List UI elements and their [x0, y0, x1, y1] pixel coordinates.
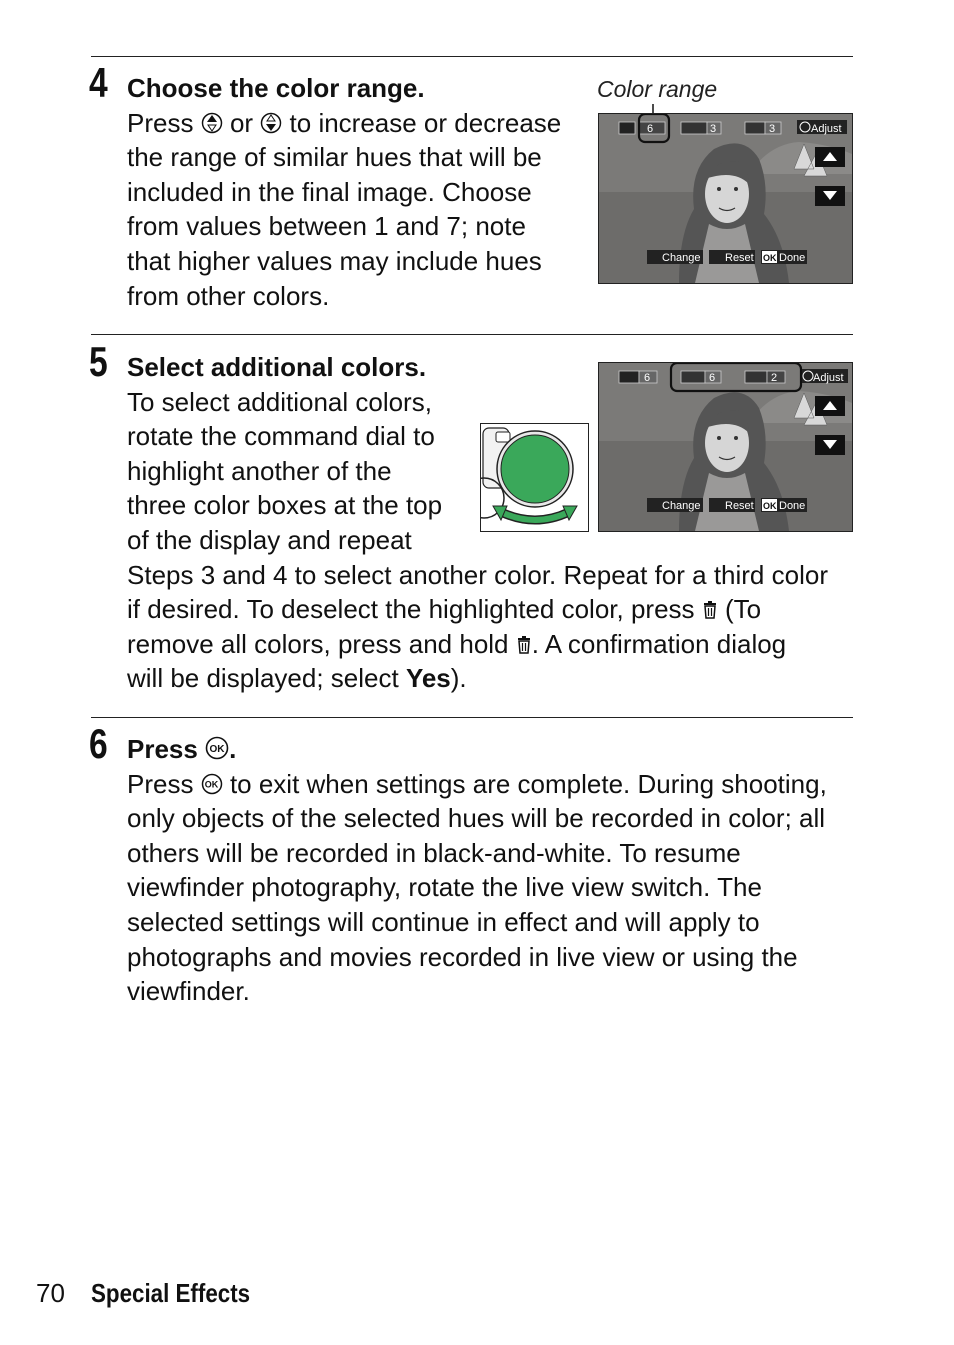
step-6-line: to exit when settings are complete. During shooting,: [229, 768, 827, 799]
color-box-2-value: 3: [710, 123, 717, 135]
ok-button-icon: [201, 773, 223, 795]
step-4-line: Press: [127, 107, 194, 138]
svg-text:Reset: Reset: [725, 500, 754, 512]
color-box-1: [619, 114, 669, 142]
step-6-title-end: .: [229, 734, 237, 764]
svg-text:Reset: Reset: [725, 252, 754, 264]
ok-button-icon: [205, 736, 229, 760]
svg-text:OK: OK: [209, 744, 225, 755]
adjust-label: Adjust: [811, 123, 842, 135]
step-number-6: 6: [89, 720, 108, 767]
step-5-line: (To: [725, 594, 762, 625]
color-box-2-value: 6: [709, 372, 716, 384]
step-5-line: To select additional colors,: [127, 386, 432, 417]
step-4-line: to increase or decrease: [289, 107, 562, 138]
up-arrow-icon: [815, 147, 845, 167]
step-6-line: selected settings will continue in effect and will apply to: [127, 906, 760, 937]
step-6-line: photographs and movies recorded in live view or using the: [127, 941, 798, 972]
color-box-3-value: 3: [769, 123, 776, 135]
step6-top-rule: [91, 717, 853, 718]
step-5-line: . A confirmation dialog: [531, 628, 787, 659]
step-number-5: 5: [89, 338, 108, 385]
step-6-line: viewfinder.: [127, 976, 250, 1007]
color-box-1: [619, 371, 657, 384]
reset-hint: [709, 498, 755, 512]
step-6-line: others will be recorded in black-and-white. To resume: [127, 837, 741, 868]
svg-text:OK: OK: [204, 779, 219, 790]
step-6-text: [127, 732, 827, 1009]
step-6-line: only objects of the selected hues will be recorded in color; all: [127, 803, 826, 834]
section-title: Special Effects: [91, 1278, 251, 1308]
down-arrow-icon: [815, 186, 845, 206]
step-5-line: rotate the command dial to: [127, 421, 435, 452]
delete-icon: [702, 600, 718, 620]
color-box-3: [745, 371, 785, 384]
step-4-line: or: [229, 107, 254, 138]
color-box-1-value: 6: [647, 123, 654, 135]
svg-text:Done: Done: [779, 252, 806, 264]
svg-text:Change: Change: [662, 500, 701, 512]
svg-text:Change: Change: [662, 252, 701, 264]
adjust-label: Adjust: [813, 372, 844, 384]
adjust-indicator: [802, 369, 848, 384]
color-box-2: [681, 371, 721, 384]
camera-screen-additional-colors: [598, 362, 853, 532]
color-box-2: [681, 122, 721, 135]
svg-text:Done: Done: [779, 500, 806, 512]
svg-text:OK: OK: [763, 501, 777, 511]
yes-option-text: Yes: [405, 663, 451, 694]
multi-selector-up-icon: [201, 112, 223, 134]
done-hint: [761, 250, 807, 264]
up-arrow-icon: [815, 396, 845, 416]
down-arrow-icon: [815, 435, 845, 455]
step-5-title: Select additional colors.: [127, 352, 427, 382]
step-4-title: Choose the color range.: [127, 73, 425, 103]
step5-top-rule: [91, 334, 853, 335]
step-6-title: Press: [127, 734, 198, 764]
step-6-line: Press: [127, 768, 194, 799]
done-hint: [761, 498, 807, 512]
step-number-4: 4: [89, 59, 108, 106]
step-4-line: that higher values may include hues: [127, 245, 542, 276]
color-range-caption: Color range: [597, 76, 718, 102]
step-5-line: highlight another of the: [127, 455, 392, 486]
step-5-line: of the display and repeat: [127, 524, 412, 555]
step-5-line: if desired. To deselect the highlighted color, press: [127, 594, 695, 625]
step-4-text: [127, 71, 561, 313]
step-5-line: remove all colors, press and hold: [127, 628, 509, 659]
page-number: 70: [36, 1278, 65, 1308]
color-box-1-value: 6: [644, 372, 651, 384]
adjust-indicator: [797, 120, 847, 135]
step-5-line: will be displayed; select: [127, 663, 399, 694]
step-5-line: ).: [450, 663, 467, 694]
command-dial-illustration: [480, 423, 589, 532]
step-4-line: the range of similar hues that will be: [127, 142, 542, 173]
svg-text:OK: OK: [763, 253, 777, 263]
change-hint: [647, 498, 703, 512]
change-hint: [647, 250, 703, 264]
step-4-line: from values between 1 and 7; note: [127, 211, 526, 242]
color-box-3: [745, 122, 781, 135]
color-box-3-value: 2: [771, 372, 778, 384]
step-4-line: from other colors.: [127, 280, 330, 311]
step-5-line: three color boxes at the top: [127, 490, 443, 521]
step4-top-rule: [91, 56, 853, 57]
delete-icon: [516, 635, 532, 655]
reset-hint: [709, 250, 755, 264]
multi-selector-down-icon: [260, 112, 282, 134]
camera-screen-color-range: [598, 113, 853, 284]
step-6-line: viewfinder photography, rotate the live view switch. The: [127, 872, 762, 903]
step-4-line: included in the final image. Choose: [127, 176, 532, 207]
step-5-line: Steps 3 and 4 to select another color. Repeat for a third color: [127, 559, 828, 590]
